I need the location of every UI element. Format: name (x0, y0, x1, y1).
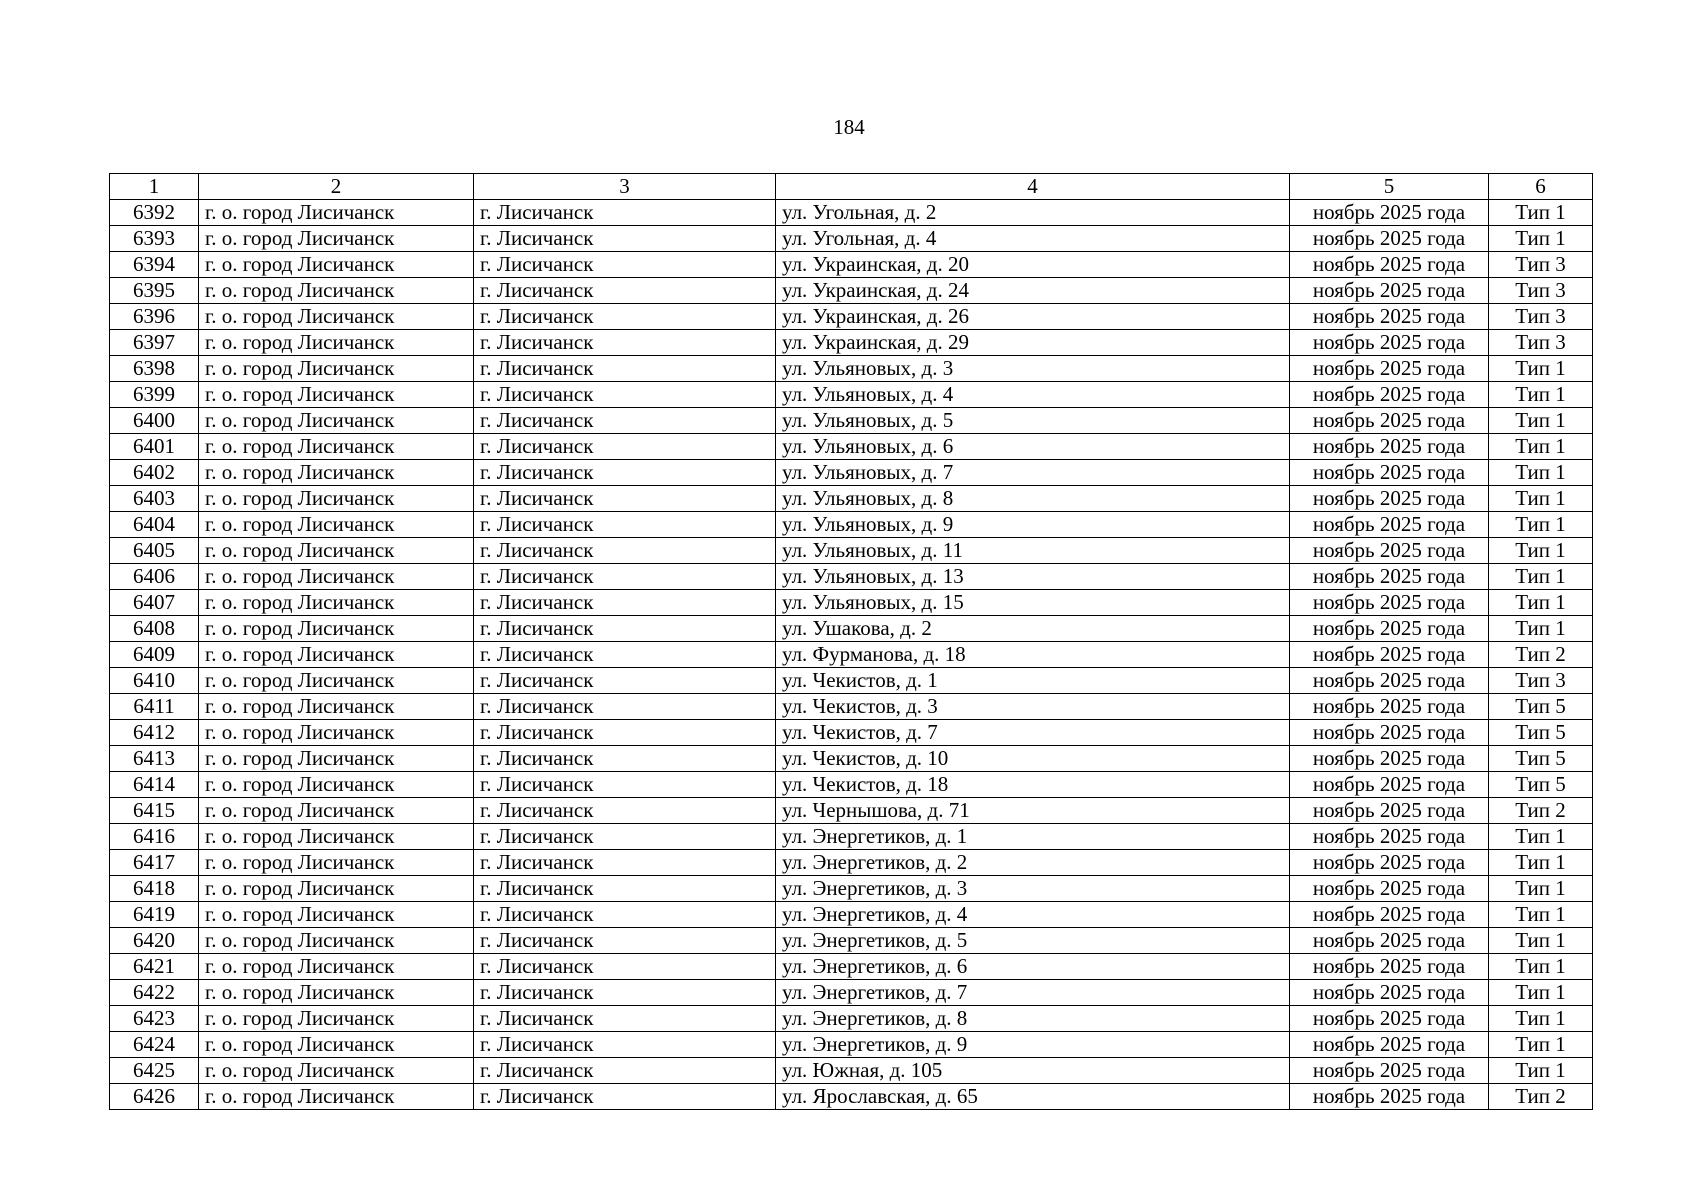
city-cell: г. Лисичанск (474, 252, 776, 278)
district-cell: г. о. город Лисичанск (199, 278, 474, 304)
type-cell: Тип 1 (1489, 512, 1593, 538)
type-cell: Тип 3 (1489, 330, 1593, 356)
row-number: 6403 (110, 486, 199, 512)
city-cell: г. Лисичанск (474, 902, 776, 928)
type-cell: Тип 1 (1489, 850, 1593, 876)
city-cell: г. Лисичанск (474, 720, 776, 746)
row-number: 6417 (110, 850, 199, 876)
table-row (110, 668, 1593, 694)
city-cell: г. Лисичанск (474, 668, 776, 694)
row-number: 6401 (110, 434, 199, 460)
row-number: 6421 (110, 954, 199, 980)
table-row (110, 200, 1593, 226)
date-cell: ноябрь 2025 года (1290, 1032, 1489, 1058)
date-cell: ноябрь 2025 года (1290, 304, 1489, 330)
city-cell: г. Лисичанск (474, 642, 776, 668)
table-row (110, 486, 1593, 512)
type-cell: Тип 3 (1489, 304, 1593, 330)
header-col-2: 2 (199, 174, 474, 200)
type-cell: Тип 5 (1489, 720, 1593, 746)
city-cell: г. Лисичанск (474, 616, 776, 642)
row-number: 6398 (110, 356, 199, 382)
row-number: 6414 (110, 772, 199, 798)
district-cell: г. о. город Лисичанск (199, 512, 474, 538)
district-cell: г. о. город Лисичанск (199, 382, 474, 408)
table-row (110, 720, 1593, 746)
address-cell: ул. Угольная, д. 2 (776, 200, 1290, 226)
row-number: 6425 (110, 1058, 199, 1084)
row-number: 6406 (110, 564, 199, 590)
row-number: 6404 (110, 512, 199, 538)
row-number: 6402 (110, 460, 199, 486)
table-row (110, 512, 1593, 538)
row-number: 6393 (110, 226, 199, 252)
header-col-1: 1 (110, 174, 199, 200)
city-cell: г. Лисичанск (474, 928, 776, 954)
type-cell: Тип 2 (1489, 642, 1593, 668)
date-cell: ноябрь 2025 года (1290, 928, 1489, 954)
district-cell: г. о. город Лисичанск (199, 902, 474, 928)
city-cell: г. Лисичанск (474, 460, 776, 486)
address-cell: ул. Энергетиков, д. 6 (776, 954, 1290, 980)
city-cell: г. Лисичанск (474, 876, 776, 902)
address-cell: ул. Энергетиков, д. 3 (776, 876, 1290, 902)
city-cell: г. Лисичанск (474, 330, 776, 356)
date-cell: ноябрь 2025 года (1290, 642, 1489, 668)
city-cell: г. Лисичанск (474, 382, 776, 408)
table-body (110, 200, 1593, 1110)
date-cell: ноябрь 2025 года (1290, 538, 1489, 564)
city-cell: г. Лисичанск (474, 564, 776, 590)
type-cell: Тип 1 (1489, 564, 1593, 590)
table-row (110, 694, 1593, 720)
address-cell: ул. Чекистов, д. 10 (776, 746, 1290, 772)
district-cell: г. о. город Лисичанск (199, 252, 474, 278)
table-row (110, 1006, 1593, 1032)
date-cell: ноябрь 2025 года (1290, 798, 1489, 824)
type-cell: Тип 1 (1489, 1058, 1593, 1084)
row-number: 6409 (110, 642, 199, 668)
district-cell: г. о. город Лисичанск (199, 928, 474, 954)
date-cell: ноябрь 2025 года (1290, 590, 1489, 616)
table-row (110, 902, 1593, 928)
city-cell: г. Лисичанск (474, 850, 776, 876)
date-cell: ноябрь 2025 года (1290, 330, 1489, 356)
table-row (110, 460, 1593, 486)
city-cell: г. Лисичанск (474, 1058, 776, 1084)
row-number: 6400 (110, 408, 199, 434)
date-cell: ноябрь 2025 года (1290, 200, 1489, 226)
district-cell: г. о. город Лисичанск (199, 616, 474, 642)
date-cell: ноябрь 2025 года (1290, 512, 1489, 538)
district-cell: г. о. город Лисичанск (199, 720, 474, 746)
city-cell: г. Лисичанск (474, 954, 776, 980)
date-cell: ноябрь 2025 года (1290, 668, 1489, 694)
city-cell: г. Лисичанск (474, 200, 776, 226)
row-number: 6405 (110, 538, 199, 564)
table-row (110, 564, 1593, 590)
header-col-3: 3 (474, 174, 776, 200)
row-number: 6416 (110, 824, 199, 850)
district-cell: г. о. город Лисичанск (199, 1032, 474, 1058)
city-cell: г. Лисичанск (474, 356, 776, 382)
type-cell: Тип 1 (1489, 382, 1593, 408)
date-cell: ноябрь 2025 года (1290, 954, 1489, 980)
district-cell: г. о. город Лисичанск (199, 460, 474, 486)
registry-table (109, 173, 1593, 1110)
address-cell: ул. Энергетиков, д. 4 (776, 902, 1290, 928)
address-cell: ул. Ярославская, д. 65 (776, 1084, 1290, 1110)
date-cell: ноябрь 2025 года (1290, 850, 1489, 876)
address-cell: ул. Украинская, д. 26 (776, 304, 1290, 330)
address-cell: ул. Ульяновых, д. 11 (776, 538, 1290, 564)
row-number: 6426 (110, 1084, 199, 1110)
district-cell: г. о. город Лисичанск (199, 642, 474, 668)
row-number: 6394 (110, 252, 199, 278)
city-cell: г. Лисичанск (474, 694, 776, 720)
row-number: 6396 (110, 304, 199, 330)
city-cell: г. Лисичанск (474, 824, 776, 850)
district-cell: г. о. город Лисичанск (199, 1006, 474, 1032)
date-cell: ноябрь 2025 года (1290, 226, 1489, 252)
row-number: 6412 (110, 720, 199, 746)
table-row (110, 304, 1593, 330)
row-number: 6399 (110, 382, 199, 408)
row-number: 6397 (110, 330, 199, 356)
type-cell: Тип 1 (1489, 408, 1593, 434)
type-cell: Тип 5 (1489, 772, 1593, 798)
city-cell: г. Лисичанск (474, 434, 776, 460)
table-row (110, 252, 1593, 278)
date-cell: ноябрь 2025 года (1290, 382, 1489, 408)
address-cell: ул. Ульяновых, д. 4 (776, 382, 1290, 408)
district-cell: г. о. город Лисичанск (199, 226, 474, 252)
row-number: 6418 (110, 876, 199, 902)
address-cell: ул. Энергетиков, д. 8 (776, 1006, 1290, 1032)
address-cell: ул. Энергетиков, д. 2 (776, 850, 1290, 876)
table-row (110, 746, 1593, 772)
row-number: 6422 (110, 980, 199, 1006)
date-cell: ноябрь 2025 года (1290, 720, 1489, 746)
district-cell: г. о. город Лисичанск (199, 486, 474, 512)
table-row (110, 772, 1593, 798)
table-row (110, 226, 1593, 252)
date-cell: ноябрь 2025 года (1290, 564, 1489, 590)
district-cell: г. о. город Лисичанск (199, 694, 474, 720)
city-cell: г. Лисичанск (474, 226, 776, 252)
city-cell: г. Лисичанск (474, 980, 776, 1006)
address-cell: ул. Энергетиков, д. 7 (776, 980, 1290, 1006)
date-cell: ноябрь 2025 года (1290, 772, 1489, 798)
row-number: 6395 (110, 278, 199, 304)
address-cell: ул. Ушакова, д. 2 (776, 616, 1290, 642)
table-row (110, 850, 1593, 876)
city-cell: г. Лисичанск (474, 1006, 776, 1032)
row-number: 6423 (110, 1006, 199, 1032)
city-cell: г. Лисичанск (474, 1032, 776, 1058)
type-cell: Тип 1 (1489, 876, 1593, 902)
table-row (110, 434, 1593, 460)
date-cell: ноябрь 2025 года (1290, 252, 1489, 278)
address-cell: ул. Энергетиков, д. 1 (776, 824, 1290, 850)
address-cell: ул. Ульяновых, д. 15 (776, 590, 1290, 616)
date-cell: ноябрь 2025 года (1290, 356, 1489, 382)
city-cell: г. Лисичанск (474, 408, 776, 434)
table-row (110, 642, 1593, 668)
date-cell: ноябрь 2025 года (1290, 434, 1489, 460)
header-col-4: 4 (776, 174, 1290, 200)
date-cell: ноябрь 2025 года (1290, 1084, 1489, 1110)
type-cell: Тип 1 (1489, 902, 1593, 928)
type-cell: Тип 1 (1489, 590, 1593, 616)
address-cell: ул. Чекистов, д. 3 (776, 694, 1290, 720)
address-cell: ул. Чекистов, д. 7 (776, 720, 1290, 746)
table-header (110, 174, 1593, 200)
type-cell: Тип 1 (1489, 486, 1593, 512)
date-cell: ноябрь 2025 года (1290, 408, 1489, 434)
row-number: 6407 (110, 590, 199, 616)
date-cell: ноябрь 2025 года (1290, 902, 1489, 928)
address-cell: ул. Ульяновых, д. 6 (776, 434, 1290, 460)
district-cell: г. о. город Лисичанск (199, 850, 474, 876)
district-cell: г. о. город Лисичанск (199, 408, 474, 434)
type-cell: Тип 1 (1489, 200, 1593, 226)
date-cell: ноябрь 2025 года (1290, 824, 1489, 850)
row-number: 6411 (110, 694, 199, 720)
header-col-6: 6 (1489, 174, 1593, 200)
city-cell: г. Лисичанск (474, 304, 776, 330)
type-cell: Тип 3 (1489, 278, 1593, 304)
row-number: 6392 (110, 200, 199, 226)
district-cell: г. о. город Лисичанск (199, 538, 474, 564)
row-number: 6413 (110, 746, 199, 772)
table-row (110, 876, 1593, 902)
table-row (110, 824, 1593, 850)
city-cell: г. Лисичанск (474, 1084, 776, 1110)
type-cell: Тип 1 (1489, 1032, 1593, 1058)
district-cell: г. о. город Лисичанск (199, 980, 474, 1006)
type-cell: Тип 2 (1489, 798, 1593, 824)
type-cell: Тип 3 (1489, 668, 1593, 694)
table-row (110, 1084, 1593, 1110)
table-row (110, 330, 1593, 356)
type-cell: Тип 3 (1489, 252, 1593, 278)
type-cell: Тип 5 (1489, 746, 1593, 772)
city-cell: г. Лисичанск (474, 538, 776, 564)
date-cell: ноябрь 2025 года (1290, 980, 1489, 1006)
table-row (110, 954, 1593, 980)
type-cell: Тип 1 (1489, 616, 1593, 642)
type-cell: Тип 1 (1489, 226, 1593, 252)
district-cell: г. о. город Лисичанск (199, 1058, 474, 1084)
address-cell: ул. Ульяновых, д. 5 (776, 408, 1290, 434)
row-number: 6408 (110, 616, 199, 642)
row-number: 6424 (110, 1032, 199, 1058)
city-cell: г. Лисичанск (474, 278, 776, 304)
city-cell: г. Лисичанск (474, 772, 776, 798)
district-cell: г. о. город Лисичанск (199, 564, 474, 590)
date-cell: ноябрь 2025 года (1290, 278, 1489, 304)
address-cell: ул. Чернышова, д. 71 (776, 798, 1290, 824)
address-cell: ул. Украинская, д. 20 (776, 252, 1290, 278)
district-cell: г. о. город Лисичанск (199, 772, 474, 798)
address-cell: ул. Энергетиков, д. 9 (776, 1032, 1290, 1058)
row-number: 6415 (110, 798, 199, 824)
type-cell: Тип 5 (1489, 694, 1593, 720)
city-cell: г. Лисичанск (474, 798, 776, 824)
date-cell: ноябрь 2025 года (1290, 616, 1489, 642)
district-cell: г. о. город Лисичанск (199, 954, 474, 980)
table-row (110, 382, 1593, 408)
date-cell: ноябрь 2025 года (1290, 1006, 1489, 1032)
address-cell: ул. Ульяновых, д. 3 (776, 356, 1290, 382)
type-cell: Тип 1 (1489, 928, 1593, 954)
date-cell: ноябрь 2025 года (1290, 746, 1489, 772)
city-cell: г. Лисичанск (474, 486, 776, 512)
type-cell: Тип 1 (1489, 980, 1593, 1006)
district-cell: г. о. город Лисичанск (199, 668, 474, 694)
address-cell: ул. Энергетиков, д. 5 (776, 928, 1290, 954)
district-cell: г. о. город Лисичанск (199, 798, 474, 824)
address-cell: ул. Чекистов, д. 18 (776, 772, 1290, 798)
district-cell: г. о. город Лисичанск (199, 356, 474, 382)
table-row (110, 538, 1593, 564)
address-cell: ул. Ульяновых, д. 7 (776, 460, 1290, 486)
table-row (110, 1058, 1593, 1084)
address-cell: ул. Чекистов, д. 1 (776, 668, 1290, 694)
district-cell: г. о. город Лисичанск (199, 590, 474, 616)
table-row (110, 356, 1593, 382)
district-cell: г. о. город Лисичанск (199, 434, 474, 460)
type-cell: Тип 1 (1489, 460, 1593, 486)
page-number: 184 (833, 115, 865, 139)
type-cell: Тип 1 (1489, 538, 1593, 564)
address-cell: ул. Украинская, д. 24 (776, 278, 1290, 304)
type-cell: Тип 1 (1489, 434, 1593, 460)
city-cell: г. Лисичанск (474, 746, 776, 772)
date-cell: ноябрь 2025 года (1290, 694, 1489, 720)
header-col-5: 5 (1290, 174, 1489, 200)
district-cell: г. о. город Лисичанск (199, 1084, 474, 1110)
table-row (110, 928, 1593, 954)
table-row (110, 798, 1593, 824)
district-cell: г. о. город Лисичанск (199, 200, 474, 226)
type-cell: Тип 1 (1489, 1006, 1593, 1032)
date-cell: ноябрь 2025 года (1290, 460, 1489, 486)
address-cell: ул. Украинская, д. 29 (776, 330, 1290, 356)
date-cell: ноябрь 2025 года (1290, 876, 1489, 902)
address-cell: ул. Ульяновых, д. 13 (776, 564, 1290, 590)
address-cell: ул. Ульяновых, д. 8 (776, 486, 1290, 512)
type-cell: Тип 1 (1489, 356, 1593, 382)
district-cell: г. о. город Лисичанск (199, 876, 474, 902)
district-cell: г. о. город Лисичанск (199, 330, 474, 356)
header-row (110, 174, 1593, 200)
district-cell: г. о. город Лисичанск (199, 824, 474, 850)
table-row (110, 980, 1593, 1006)
address-cell: ул. Ульяновых, д. 9 (776, 512, 1290, 538)
address-cell: ул. Фурманова, д. 18 (776, 642, 1290, 668)
address-cell: ул. Южная, д. 105 (776, 1058, 1290, 1084)
district-cell: г. о. город Лисичанск (199, 746, 474, 772)
type-cell: Тип 1 (1489, 824, 1593, 850)
row-number: 6419 (110, 902, 199, 928)
type-cell: Тип 1 (1489, 954, 1593, 980)
row-number: 6410 (110, 668, 199, 694)
type-cell: Тип 2 (1489, 1084, 1593, 1110)
date-cell: ноябрь 2025 года (1290, 486, 1489, 512)
date-cell: ноябрь 2025 года (1290, 1058, 1489, 1084)
table-row (110, 616, 1593, 642)
city-cell: г. Лисичанск (474, 590, 776, 616)
address-cell: ул. Угольная, д. 4 (776, 226, 1290, 252)
table-row (110, 408, 1593, 434)
city-cell: г. Лисичанск (474, 512, 776, 538)
row-number: 6420 (110, 928, 199, 954)
table-row (110, 278, 1593, 304)
table-row (110, 590, 1593, 616)
table-row (110, 1032, 1593, 1058)
district-cell: г. о. город Лисичанск (199, 304, 474, 330)
